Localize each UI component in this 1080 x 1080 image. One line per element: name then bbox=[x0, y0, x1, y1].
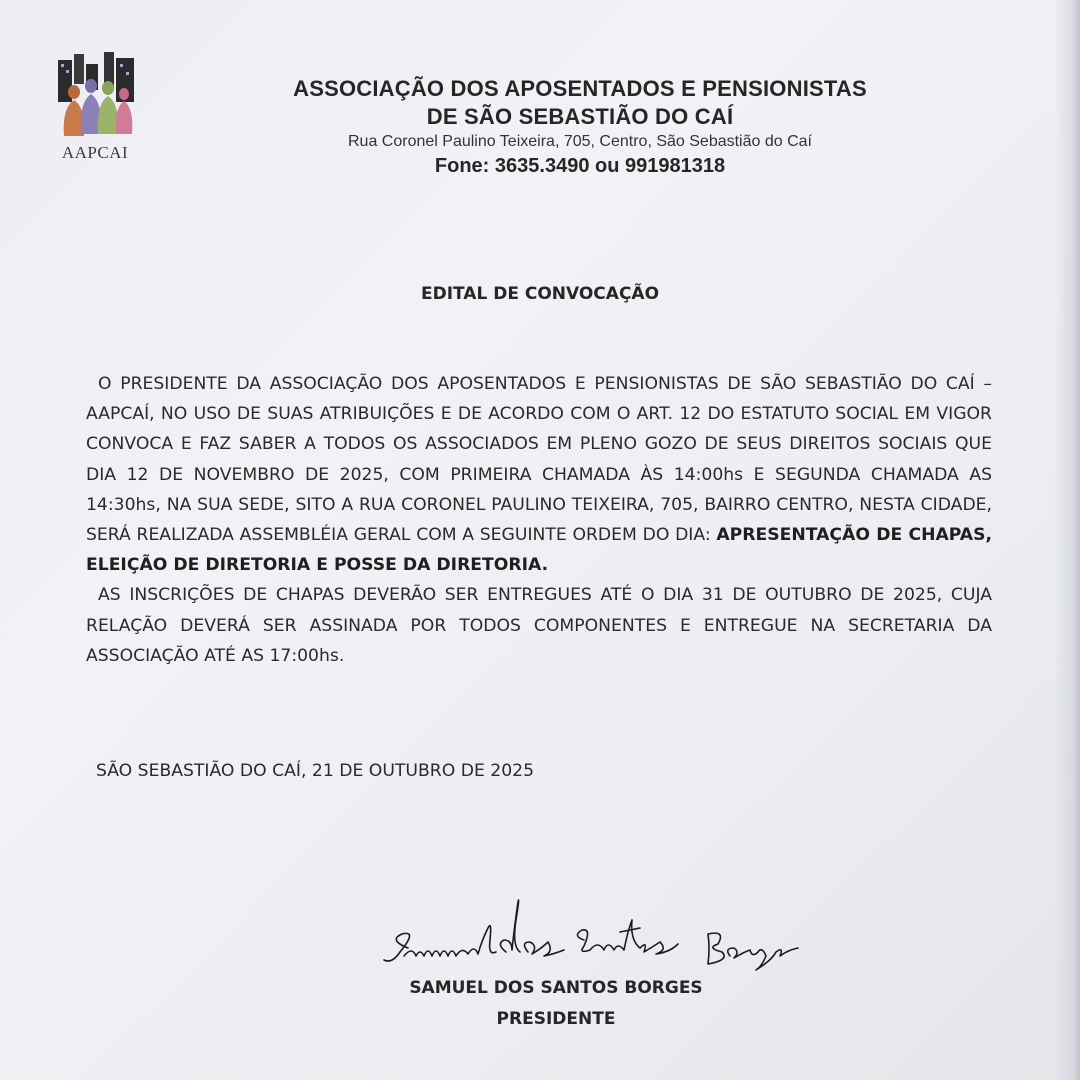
signer-name: SAMUEL DOS SANTOS BORGES bbox=[409, 978, 703, 998]
organization-address: Rua Coronel Paulino Teixeira, 705, Centro, São Sebastião do Caí bbox=[348, 133, 812, 150]
paragraph-convocation bbox=[86, 369, 992, 580]
handwritten-signature-icon bbox=[378, 890, 818, 980]
page-edge-shadow bbox=[1054, 0, 1080, 1080]
document-title: EDITAL DE CONVOCAÇÃO bbox=[420, 284, 660, 304]
paragraph-registration: AS INSCRIÇÕES DE CHAPAS DEVERÃO SER ENTREGUES ATÉ O DIA 31 DE OUTUBRO DE 2025, CUJA RELAÇÃO DEVERÁ SER ASSINADA POR TODOS COMPONENTES E ENTREGUE NA SECRETARIA DA ASSOCIAÇÃO ATÉ AS 17:00hs. bbox=[86, 585, 992, 666]
organization-name-line-2: DE SÃO SEBASTIÃO DO CAÍ bbox=[426, 104, 734, 129]
logo-caption: AAPCAI bbox=[61, 143, 129, 162]
agenda-text: APRESENTAÇÃO DE CHAPAS, ELEIÇÃO DE DIRETORIA E POSSE DA DIRETORIA. bbox=[86, 525, 992, 576]
organization-name-line-1: ASSOCIAÇÃO DOS APOSENTADOS E PENSIONISTAS bbox=[293, 76, 867, 101]
paragraph-convocation-text: O PRESIDENTE DA ASSOCIAÇÃO DOS APOSENTADOS E PENSIONISTAS DE SÃO SEBASTIÃO DO CAÍ – AAPCAÍ, NO USO DE SUAS ATRIBUIÇÕES E DE ACORDO COM O ART. 12 DO ESTATUTO SOCIAL EM VIGOR CONVOCA E FAZ SABER A TODOS OS ASSOCIADOS EM PLENO GOZO DE SEUS DIREITOS SOCIAIS QUE DIA 12 DE NOVEMBRO DE 2025, COM PRIMEIRA CHAMADA ÀS 14:00hs E SEGUNDA CHAMADA AS 14:30hs, NA SUA SEDE, SITO A RUA CORONEL PAULINO TEIXEIRA, 705, BAIRRO CENTRO, NESTA CIDADE, SERÁ REALIZADA ASSEMBLÉIA GERAL COM A SEGUINTE ORDEM DO DIA: bbox=[86, 374, 992, 546]
document-body bbox=[86, 369, 992, 671]
place-and-date: SÃO SEBASTIÃO DO CAÍ, 21 DE OUTUBRO DE 2025 bbox=[96, 761, 535, 781]
organization-phone: Fone: 3635.3490 ou 991981318 bbox=[434, 155, 726, 177]
signer-role: PRESIDENTE bbox=[496, 1009, 616, 1029]
